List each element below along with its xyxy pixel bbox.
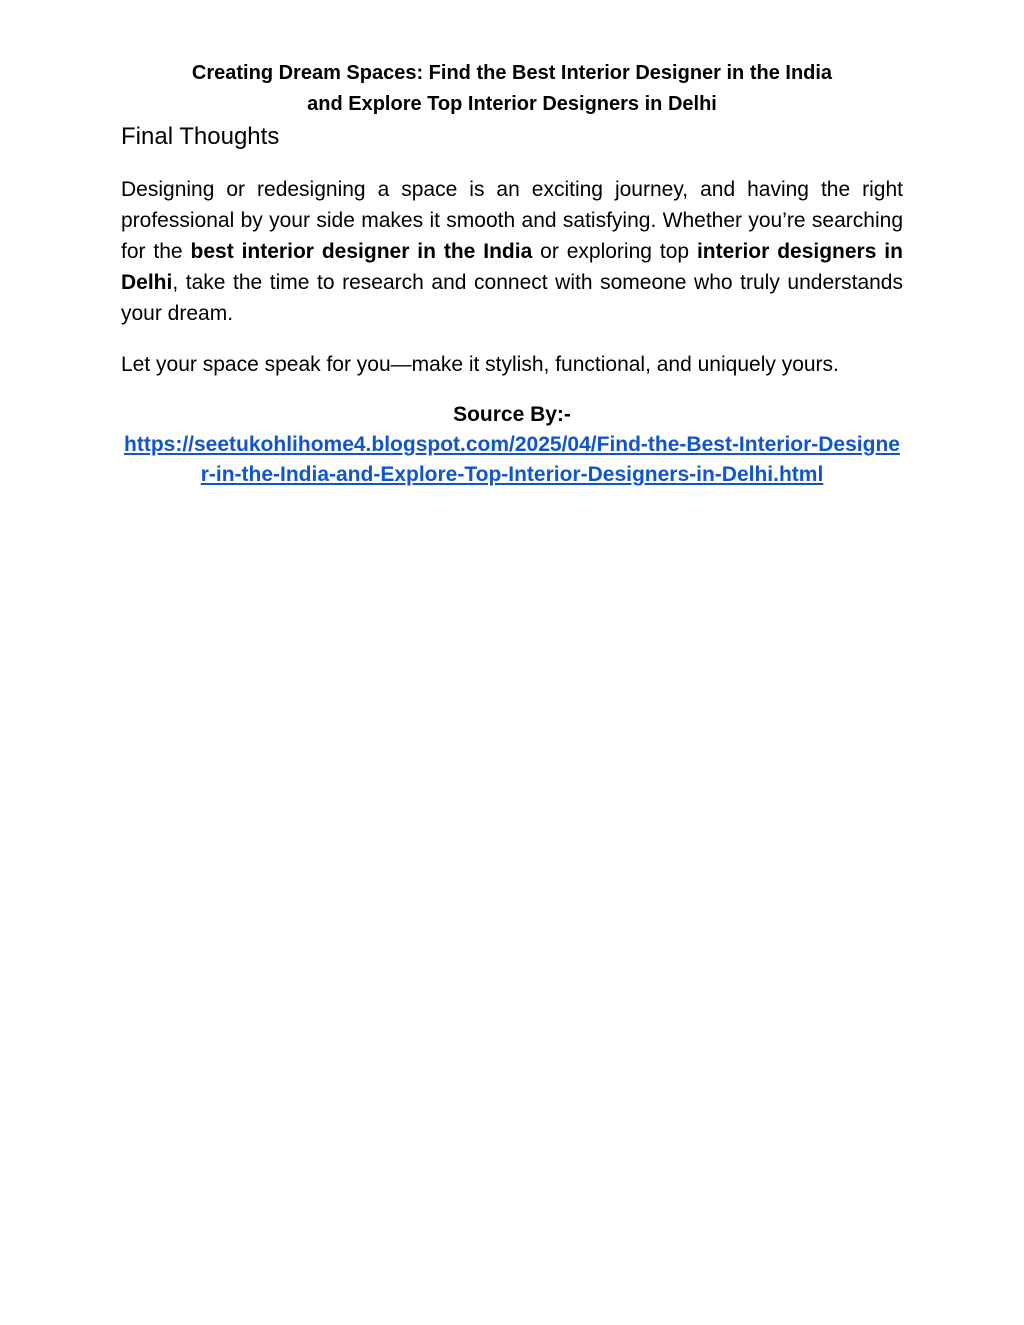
document-title xyxy=(121,58,903,120)
section-heading: Final Thoughts xyxy=(121,123,280,150)
document-title-line-2: and Explore Top Interior Designers in Delhi xyxy=(307,93,717,115)
document-page xyxy=(121,58,903,490)
source-link[interactable]: https://seetukohlihome4.blogspot.com/2025/04/Find-the-Best-Interior-Designer-in-the-India-and-Explore-Top-Interior-Designers-in-Delhi.html xyxy=(124,433,900,486)
paragraph-text-3: , take the time to research and connect with someone who truly understands your dream. xyxy=(121,271,903,325)
keyword-best-interior-designer: best interior designer in the India xyxy=(190,240,533,263)
paragraph-closing: Let your space speak for you—make it stylish, functional, and uniquely yours. xyxy=(121,353,839,376)
source-label: Source By:- xyxy=(453,403,571,426)
paragraph-final-thoughts xyxy=(121,174,903,329)
keyword-interior-designers-delhi: interior designers in Delhi xyxy=(121,240,903,294)
paragraph-text-2: or exploring top xyxy=(532,240,697,263)
paragraph-text-1: Designing or redesigning a space is an exciting journey, and having the right professional by your side makes it smooth and satisfying. Whether you’re searching for the xyxy=(121,178,903,263)
source-block xyxy=(121,400,903,490)
document-title-line-1: Creating Dream Spaces: Find the Best Interior Designer in the India xyxy=(191,62,833,84)
